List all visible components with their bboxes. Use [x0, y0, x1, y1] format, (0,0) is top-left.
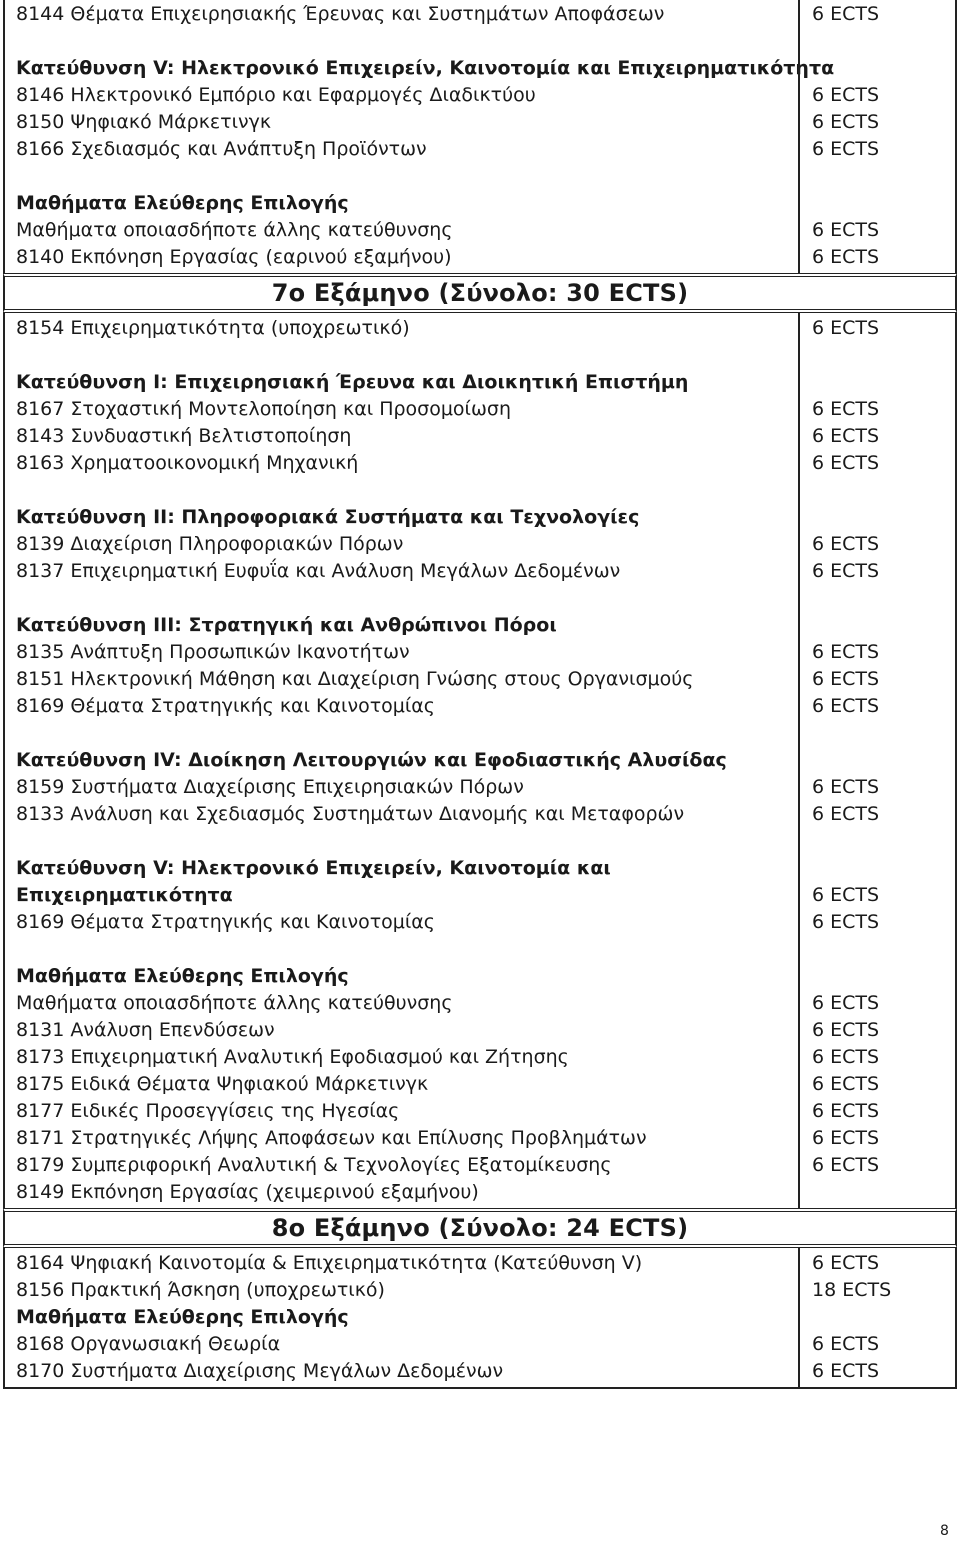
- course-ects: 6 ECTS: [812, 668, 880, 690]
- course-row: [5, 450, 955, 477]
- course-title: 8149 Εκπόνηση Εργασίας (χειμερινού εξαμήνου): [16, 1181, 479, 1203]
- course-ects: 6 ECTS: [812, 1154, 880, 1176]
- group-heading: Μαθήματα Ελεύθερης Επιλογής: [16, 192, 349, 214]
- course-ects: 6 ECTS: [812, 533, 880, 555]
- course-row: [5, 396, 955, 423]
- course-ects: 6 ECTS: [812, 398, 880, 420]
- course-title: Μαθήματα οποιασδήποτε άλλης κατεύθυνσης: [16, 219, 453, 241]
- course-row: [5, 82, 955, 109]
- course-row: [5, 801, 955, 828]
- course-row: [5, 1044, 955, 1071]
- course-ects: 6 ECTS: [812, 1333, 880, 1355]
- course-row: [5, 1277, 955, 1304]
- course-row: [5, 558, 955, 585]
- course-row: [5, 1125, 955, 1152]
- group-heading-row: [5, 55, 955, 82]
- course-ects: 6 ECTS: [812, 219, 880, 241]
- course-row: [5, 315, 955, 342]
- course-title: 8168 Οργανωσιακή Θεωρία: [16, 1333, 281, 1355]
- semester-title: 8ο Εξάμηνο (Σύνολο: 24 ECTS): [271, 1214, 689, 1242]
- page-number: 8: [940, 1523, 949, 1539]
- group-heading-row: [5, 855, 955, 882]
- course-title: 8164 Ψηφιακή Καινοτομία & Επιχειρηματικότητα (Κατεύθυνση V): [16, 1252, 643, 1274]
- spacer: [5, 342, 955, 369]
- course-title: 8135 Ανάπτυξη Προσωπικών Ικανοτήτων: [16, 641, 410, 663]
- course-title: 8140 Εκπόνηση Εργασίας (εαρινού εξαμήνου): [16, 246, 452, 268]
- course-ects: 6 ECTS: [812, 317, 880, 339]
- course-title: 8146 Ηλεκτρονικό Εμπόριο και Εφαρμογές Διαδικτύου: [16, 84, 536, 106]
- spacer: [5, 585, 955, 612]
- course-row: [5, 1179, 955, 1206]
- course-title: 8154 Επιχειρηματικότητα (υποχρεωτικό): [16, 317, 410, 339]
- curriculum-table: [3, 0, 957, 1389]
- course-ects: 6 ECTS: [812, 992, 880, 1014]
- course-ects: 6 ECTS: [812, 138, 880, 160]
- course-title: 8179 Συμπεριφορική Αναλυτική & Τεχνολογίες Εξατομίκευσης: [16, 1154, 612, 1176]
- course-section: [3, 1248, 957, 1389]
- course-title: 8159 Συστήματα Διαχείρισης Επιχειρησιακών Πόρων: [16, 776, 524, 798]
- group-heading-row: [5, 504, 955, 531]
- course-row: [5, 639, 955, 666]
- spacer: [5, 28, 955, 55]
- spacer: [5, 828, 955, 855]
- course-ects: 18 ECTS: [812, 1279, 892, 1301]
- course-ects: 6 ECTS: [812, 246, 880, 268]
- spacer: [5, 477, 955, 504]
- course-ects: 6 ECTS: [812, 425, 880, 447]
- course-ects: 6 ECTS: [812, 1360, 880, 1382]
- course-row: [5, 217, 955, 244]
- course-ects: 6 ECTS: [812, 1073, 880, 1095]
- course-title: 8166 Σχεδιασμός και Ανάπτυξη Προϊόντων: [16, 138, 427, 160]
- course-ects: 6 ECTS: [812, 1100, 880, 1122]
- group-heading: Κατεύθυνση ΙV: Διοίκηση Λειτουργιών και Εφοδιαστικής Αλυσίδας: [16, 749, 727, 771]
- course-ects: 6 ECTS: [812, 641, 880, 663]
- course-title: 8167 Στοχαστική Μοντελοποίηση και Προσομοίωση: [16, 398, 511, 420]
- course-ects: 6 ECTS: [812, 84, 880, 106]
- group-heading-row: [5, 963, 955, 990]
- course-title: 8170 Συστήματα Διαχείρισης Μεγάλων Δεδομένων: [16, 1360, 504, 1382]
- course-ects: 6 ECTS: [812, 884, 880, 906]
- course-ects: 6 ECTS: [812, 452, 880, 474]
- group-heading-row: [5, 369, 955, 396]
- semester-header: [3, 1208, 957, 1248]
- course-title: Μαθήματα οποιασδήποτε άλλης κατεύθυνσης: [16, 992, 453, 1014]
- course-ects: 6 ECTS: [812, 776, 880, 798]
- course-ects: 6 ECTS: [812, 1019, 880, 1041]
- group-heading-row: [5, 612, 955, 639]
- course-ects: 6 ECTS: [812, 3, 880, 25]
- course-row: [5, 909, 955, 936]
- course-section: [3, 0, 957, 273]
- semester-header: [3, 273, 957, 313]
- course-ects: 6 ECTS: [812, 560, 880, 582]
- course-title: 8177 Ειδικές Προσεγγίσεις της Ηγεσίας: [16, 1100, 400, 1122]
- course-row: [5, 1, 955, 28]
- course-row: [5, 531, 955, 558]
- course-row: [5, 1071, 955, 1098]
- group-heading: Επιχειρηματικότητα: [16, 884, 233, 906]
- group-heading-row: [5, 1304, 955, 1331]
- course-row: [5, 693, 955, 720]
- group-heading: Κατεύθυνση ΙΙΙ: Στρατηγική και Ανθρώπινοι Πόροι: [16, 614, 557, 636]
- spacer: [5, 720, 955, 747]
- group-heading: Μαθήματα Ελεύθερης Επιλογής: [16, 1306, 349, 1328]
- spacer: [5, 163, 955, 190]
- course-row: [5, 1152, 955, 1179]
- group-heading-row: [5, 747, 955, 774]
- course-row: [5, 109, 955, 136]
- course-ects: 6 ECTS: [812, 1046, 880, 1068]
- course-title: 8156 Πρακτική Άσκηση (υποχρεωτικό): [16, 1279, 385, 1301]
- course-title: 8151 Ηλεκτρονική Μάθηση και Διαχείριση Γνώσης στους Οργανισμούς: [16, 668, 694, 690]
- course-title: 8143 Συνδυαστική Βελτιστοποίηση: [16, 425, 352, 447]
- course-title: 8144 Θέματα Επιχειρησιακής Έρευνας και Συστημάτων Αποφάσεων: [16, 3, 665, 25]
- course-title: 8150 Ψηφιακό Μάρκετινγκ: [16, 111, 272, 133]
- course-title: 8169 Θέματα Στρατηγικής και Καινοτομίας: [16, 911, 435, 933]
- course-title: 8169 Θέματα Στρατηγικής και Καινοτομίας: [16, 695, 435, 717]
- semester-title: 7ο Εξάμηνο (Σύνολο: 30 ECTS): [271, 279, 689, 307]
- course-ects: 6 ECTS: [812, 695, 880, 717]
- course-title: 8131 Ανάλυση Επενδύσεων: [16, 1019, 275, 1041]
- course-ects: 6 ECTS: [812, 1127, 880, 1149]
- course-title: 8171 Στρατηγικές Λήψης Αποφάσεων και Επίλυσης Προβλημάτων: [16, 1127, 647, 1149]
- spacer: [5, 936, 955, 963]
- course-row: [5, 1358, 955, 1385]
- group-heading-row: [5, 882, 955, 909]
- course-row: [5, 136, 955, 163]
- course-title: 8139 Διαχείριση Πληροφοριακών Πόρων: [16, 533, 404, 555]
- course-row: [5, 244, 955, 271]
- course-ects: 6 ECTS: [812, 111, 880, 133]
- course-ects: 6 ECTS: [812, 803, 880, 825]
- group-heading: Κατεύθυνση V: Ηλεκτρονικό Επιχειρείν, Καινοτομία και Επιχειρηματικότητα: [16, 57, 835, 79]
- course-row: [5, 1098, 955, 1125]
- group-heading: Μαθήματα Ελεύθερης Επιλογής: [16, 965, 349, 987]
- course-title: 8173 Επιχειρηματική Αναλυτική Εφοδιασμού και Ζήτησης: [16, 1046, 569, 1068]
- course-row: [5, 666, 955, 693]
- course-section: [3, 313, 957, 1208]
- course-title: 8133 Ανάλυση και Σχεδιασμός Συστημάτων Διανομής και Μεταφορών: [16, 803, 685, 825]
- course-row: [5, 1250, 955, 1277]
- group-heading: Κατεύθυνση V: Ηλεκτρονικό Επιχειρείν, Καινοτομία και: [16, 857, 611, 879]
- course-row: [5, 774, 955, 801]
- course-row: [5, 990, 955, 1017]
- course-row: [5, 1017, 955, 1044]
- course-title: 8163 Χρηματοοικονομική Μηχανική: [16, 452, 359, 474]
- course-row: [5, 1331, 955, 1358]
- course-ects: 6 ECTS: [812, 911, 880, 933]
- group-heading: Κατεύθυνση ΙΙ: Πληροφοριακά Συστήματα και Τεχνολογίες: [16, 506, 640, 528]
- group-heading: Κατεύθυνση Ι: Επιχειρησιακή Έρευνα και Διοικητική Επιστήμη: [16, 371, 689, 393]
- course-row: [5, 423, 955, 450]
- course-title: 8175 Ειδικά Θέματα Ψηφιακού Μάρκετινγκ: [16, 1073, 429, 1095]
- course-title: 8137 Επιχειρηματική Ευφυΐα και Ανάλυση Μεγάλων Δεδομένων: [16, 560, 621, 582]
- group-heading-row: [5, 190, 955, 217]
- course-ects: 6 ECTS: [812, 1252, 880, 1274]
